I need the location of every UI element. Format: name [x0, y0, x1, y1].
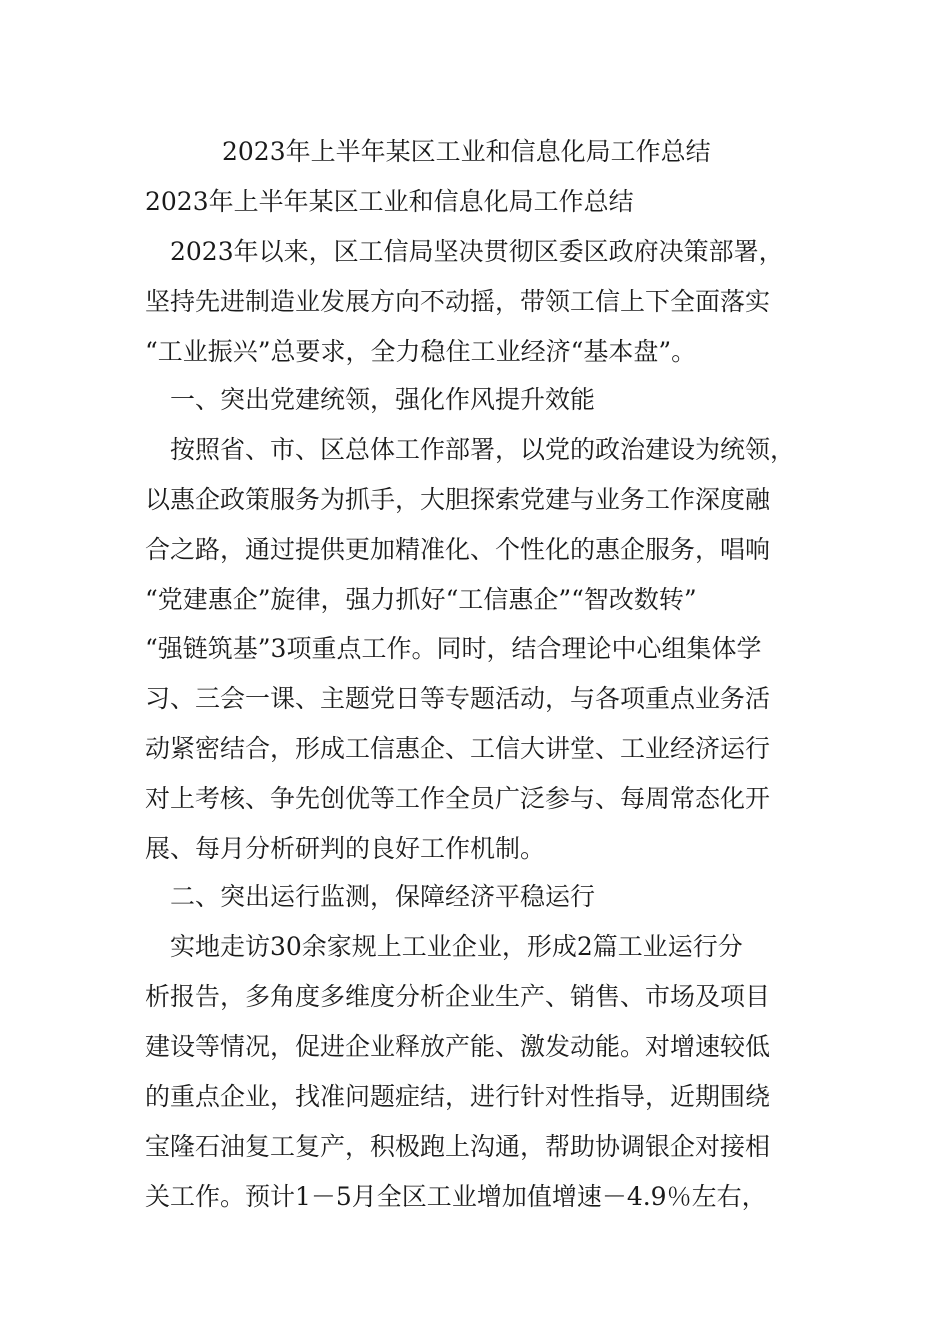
paragraph-line: 实地走访30余家规上工业企业，形成2篇工业运行分 [145, 932, 743, 961]
paragraph-line: 宝隆石油复工复产，积极跑上沟通，帮助协调银企对接相 [145, 1132, 771, 1161]
paragraph-line: “党建惠企”旋律，强力抓好“工信惠企”“智改数转” [145, 585, 697, 614]
paragraph-line: 对上考核、争先创优等工作全员广泛参与、每周常态化开 [145, 784, 771, 813]
document-subtitle: 2023年上半年某区工业和信息化局工作总结 [145, 187, 634, 216]
section-heading-2: 二、突出运行监测，保障经济平稳运行 [145, 882, 596, 911]
paragraph-line: “工业振兴”总要求，全力稳住工业经济“基本盘”。 [145, 337, 697, 366]
paragraph-line: 关工作。预计1－5月全区工业增加值增速－4.9％左右， [145, 1182, 767, 1211]
paragraph-line: 建设等情况，促进企业释放产能、激发动能。对增速较低 [145, 1032, 771, 1061]
document-title: 2023年上半年某区工业和信息化局工作总结 [222, 137, 711, 166]
paragraph-line: 习、三会一课、主题党日等专题活动，与各项重点业务活 [145, 684, 771, 713]
paragraph-line: 展、每月分析研判的良好工作机制。 [145, 834, 546, 863]
paragraph-line: 合之路，通过提供更加精准化、个性化的惠企服务，唱响 [145, 535, 771, 564]
paragraph-line: 2023年以来，区工信局坚决贯彻区委区政府决策部署， [145, 237, 784, 266]
paragraph-line: 动紧密结合，形成工信惠企、工信大讲堂、工业经济运行 [145, 734, 771, 763]
paragraph-line: 坚持先进制造业发展方向不动摇，带领工信上下全面落实 [145, 287, 771, 316]
paragraph-line: 析报告，多角度多维度分析企业生产、销售、市场及项目 [145, 982, 771, 1011]
paragraph-line: 的重点企业，找准问题症结，进行针对性指导，近期围绕 [145, 1082, 771, 1111]
paragraph-line: 以惠企政策服务为抓手，大胆探索党建与业务工作深度融 [145, 485, 771, 514]
paragraph-line: “强链筑基”3项重点工作。同时，结合理论中心组集体学 [145, 634, 762, 663]
paragraph-line: 按照省、市、区总体工作部署，以党的政治建设为统领， [145, 435, 796, 464]
section-heading-1: 一、突出党建统领，强化作风提升效能 [145, 385, 596, 414]
